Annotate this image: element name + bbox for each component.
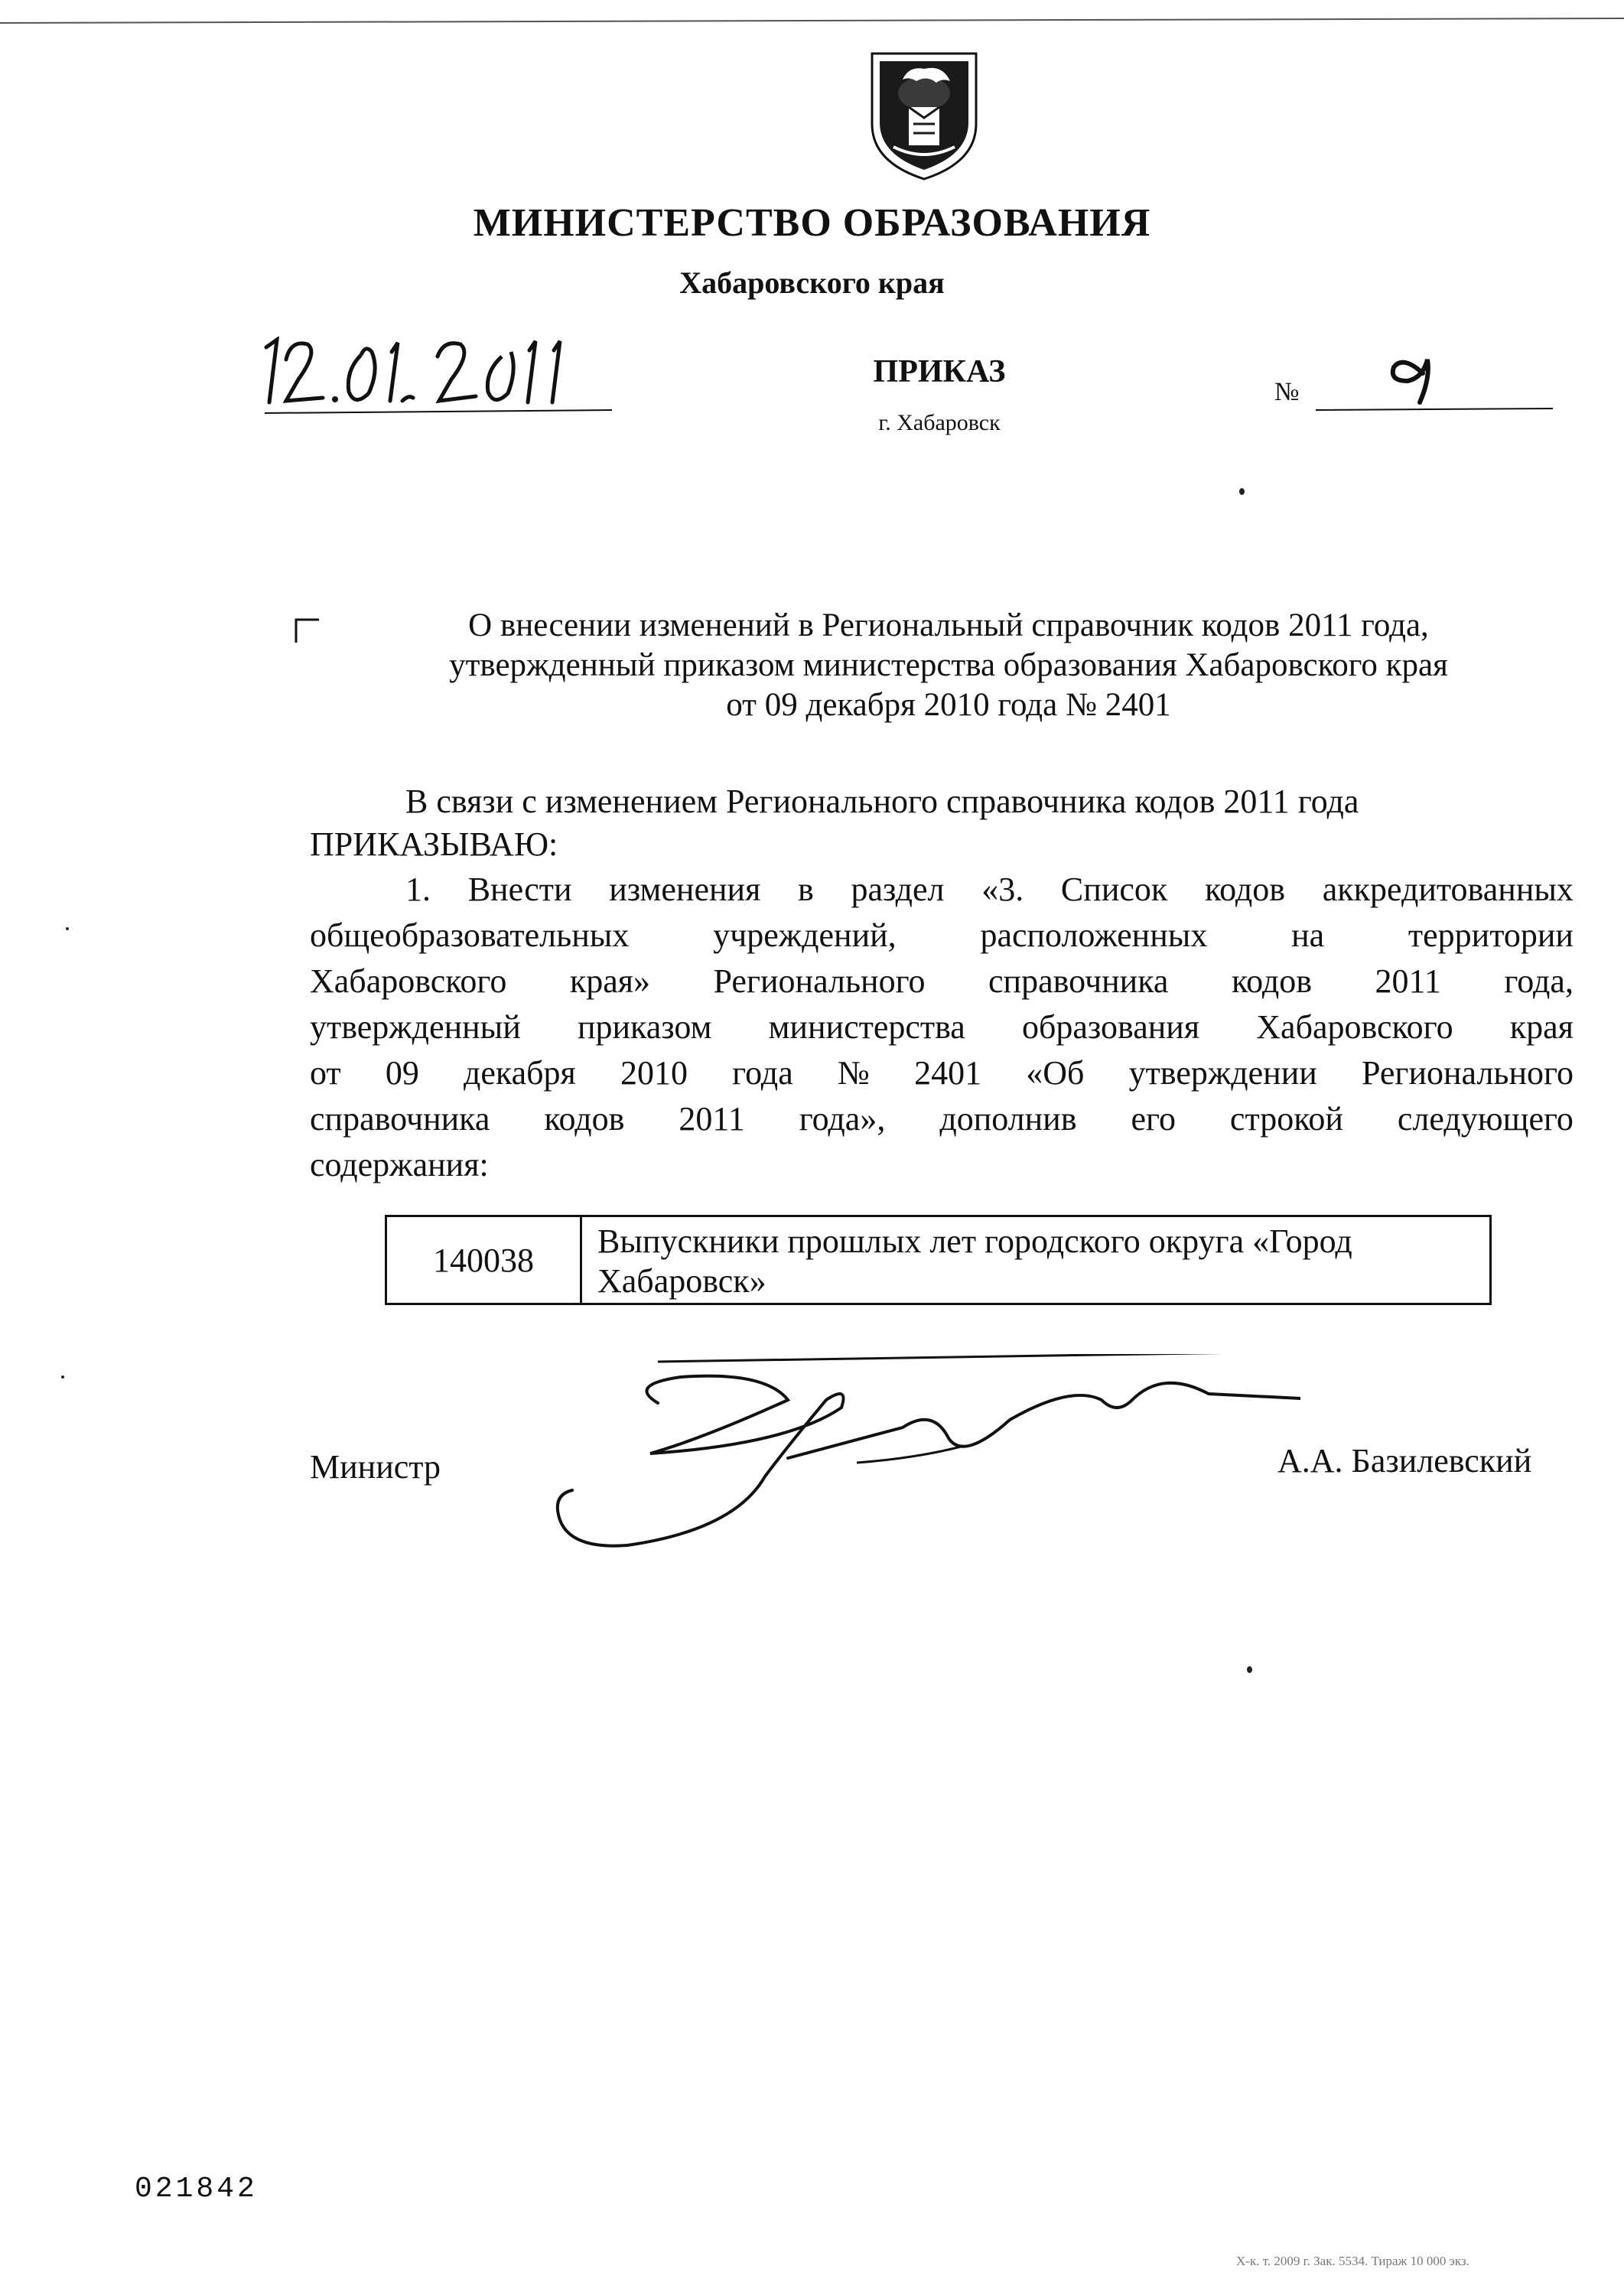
handwritten-date [260, 337, 620, 428]
item-word: кодов [544, 1100, 625, 1138]
item-word: Хабаровского [1256, 1008, 1453, 1046]
item-word: на [1291, 916, 1325, 954]
subject-line: О внесении изменений в Региональный справочник кодов 2011 года, [468, 607, 1429, 643]
item-word: в [798, 871, 814, 908]
item-word: Хабаровского [310, 962, 507, 1000]
item-word: утверждении [1128, 1054, 1317, 1092]
item-word: образования [1022, 1008, 1200, 1046]
item-word: министерства [768, 1008, 965, 1046]
form-serial-number: 021842 [135, 2173, 258, 2205]
item-word: учреждений, [713, 916, 897, 954]
item-word: Регионального [1361, 1054, 1574, 1092]
minister-signature [535, 1354, 1300, 1584]
item-word: изменения [609, 871, 761, 908]
item-word: «Об [1026, 1054, 1085, 1092]
item-word: расположенных [980, 916, 1208, 954]
table-cell-description: Выпускники прошлых лет городского округа «Город Хабаровск» [597, 1222, 1352, 1300]
order-item-1 [310, 867, 1574, 1188]
item-word: кодов [1231, 962, 1312, 1000]
item-word: 1. [405, 871, 431, 908]
item-word: края» [569, 962, 651, 1000]
item-line [310, 1050, 1574, 1096]
item-word: Список [1060, 871, 1168, 908]
codes-table [385, 1215, 1492, 1305]
order-command: ПРИКАЗЫВАЮ: [310, 825, 558, 863]
handwritten-order-number [1308, 337, 1561, 421]
subject-line: от 09 декабря 2010 года № 2401 [726, 687, 1171, 723]
item-line [310, 959, 1574, 1004]
item-word: справочника [988, 962, 1169, 1000]
scan-speck [61, 1375, 64, 1379]
item-word: дополнив [939, 1100, 1077, 1138]
item-word: строкой [1229, 1100, 1343, 1138]
item-word: приказом [577, 1008, 712, 1046]
scan-speck [66, 927, 69, 930]
item-word: года, [1504, 962, 1574, 1000]
item-word: раздел [851, 871, 945, 908]
item-word: 2011 [1375, 962, 1441, 1000]
item-word: 2010 [620, 1054, 688, 1092]
order-number-label: № [1274, 378, 1300, 406]
item-line [310, 867, 1574, 913]
region-name: Хабаровского края [679, 265, 945, 300]
item-line [310, 913, 1574, 959]
item-word: справочника [310, 1100, 490, 1138]
order-subject [329, 606, 1568, 725]
item-word: территории [1408, 916, 1574, 954]
item-word: № [837, 1054, 870, 1092]
item-word: 2011 [679, 1100, 745, 1138]
order-title: ПРИКАЗ [873, 354, 1006, 389]
item-word: «3. [981, 871, 1024, 908]
item-word: года [732, 1054, 793, 1092]
item-word: общеобразовательных [310, 916, 630, 954]
signatory-name: А.А. Базилевский [1277, 1442, 1532, 1480]
preamble: В связи с изменением Регионального справочника кодов 2011 года [405, 783, 1359, 820]
item-word: 2401 [914, 1054, 982, 1092]
print-imprint: Х-к. т. 2009 г. Зак. 5534. Тираж 10 000 экз. [1236, 2254, 1469, 2268]
coat-of-arms-icon [863, 47, 985, 185]
ministry-name: МИНИСТЕРСТВО ОБРАЗОВАНИЯ [473, 201, 1151, 245]
table-cell-code: 140038 [387, 1217, 582, 1303]
signatory-position: Министр [310, 1448, 441, 1486]
item-word: следующего [1397, 1100, 1574, 1138]
scan-speck [1239, 488, 1245, 495]
subject-line: утвержденный приказом министерства образования Хабаровского края [449, 647, 1448, 683]
item-word: его [1131, 1100, 1176, 1138]
item-word: утвержденный [310, 1008, 521, 1046]
item-line [310, 1096, 1574, 1142]
item-word: 09 [385, 1054, 419, 1092]
item-word: Внести [467, 871, 572, 908]
item-word: кодов [1204, 871, 1286, 908]
order-city: г. Хабаровск [878, 410, 1001, 435]
item-word: года», [799, 1100, 886, 1138]
item-word: аккредитованных [1322, 871, 1574, 908]
item-line [310, 1142, 1574, 1188]
item-word: декабря [464, 1054, 576, 1092]
scan-speck [1247, 1666, 1252, 1673]
item-word: от [310, 1054, 341, 1092]
item-line [310, 1004, 1574, 1050]
scan-top-edge [0, 6, 1624, 37]
subject-bracket-mark [295, 618, 321, 644]
item-word: содержания: [310, 1146, 489, 1183]
item-word: Регионального [713, 962, 926, 1000]
item-word: края [1509, 1008, 1574, 1046]
